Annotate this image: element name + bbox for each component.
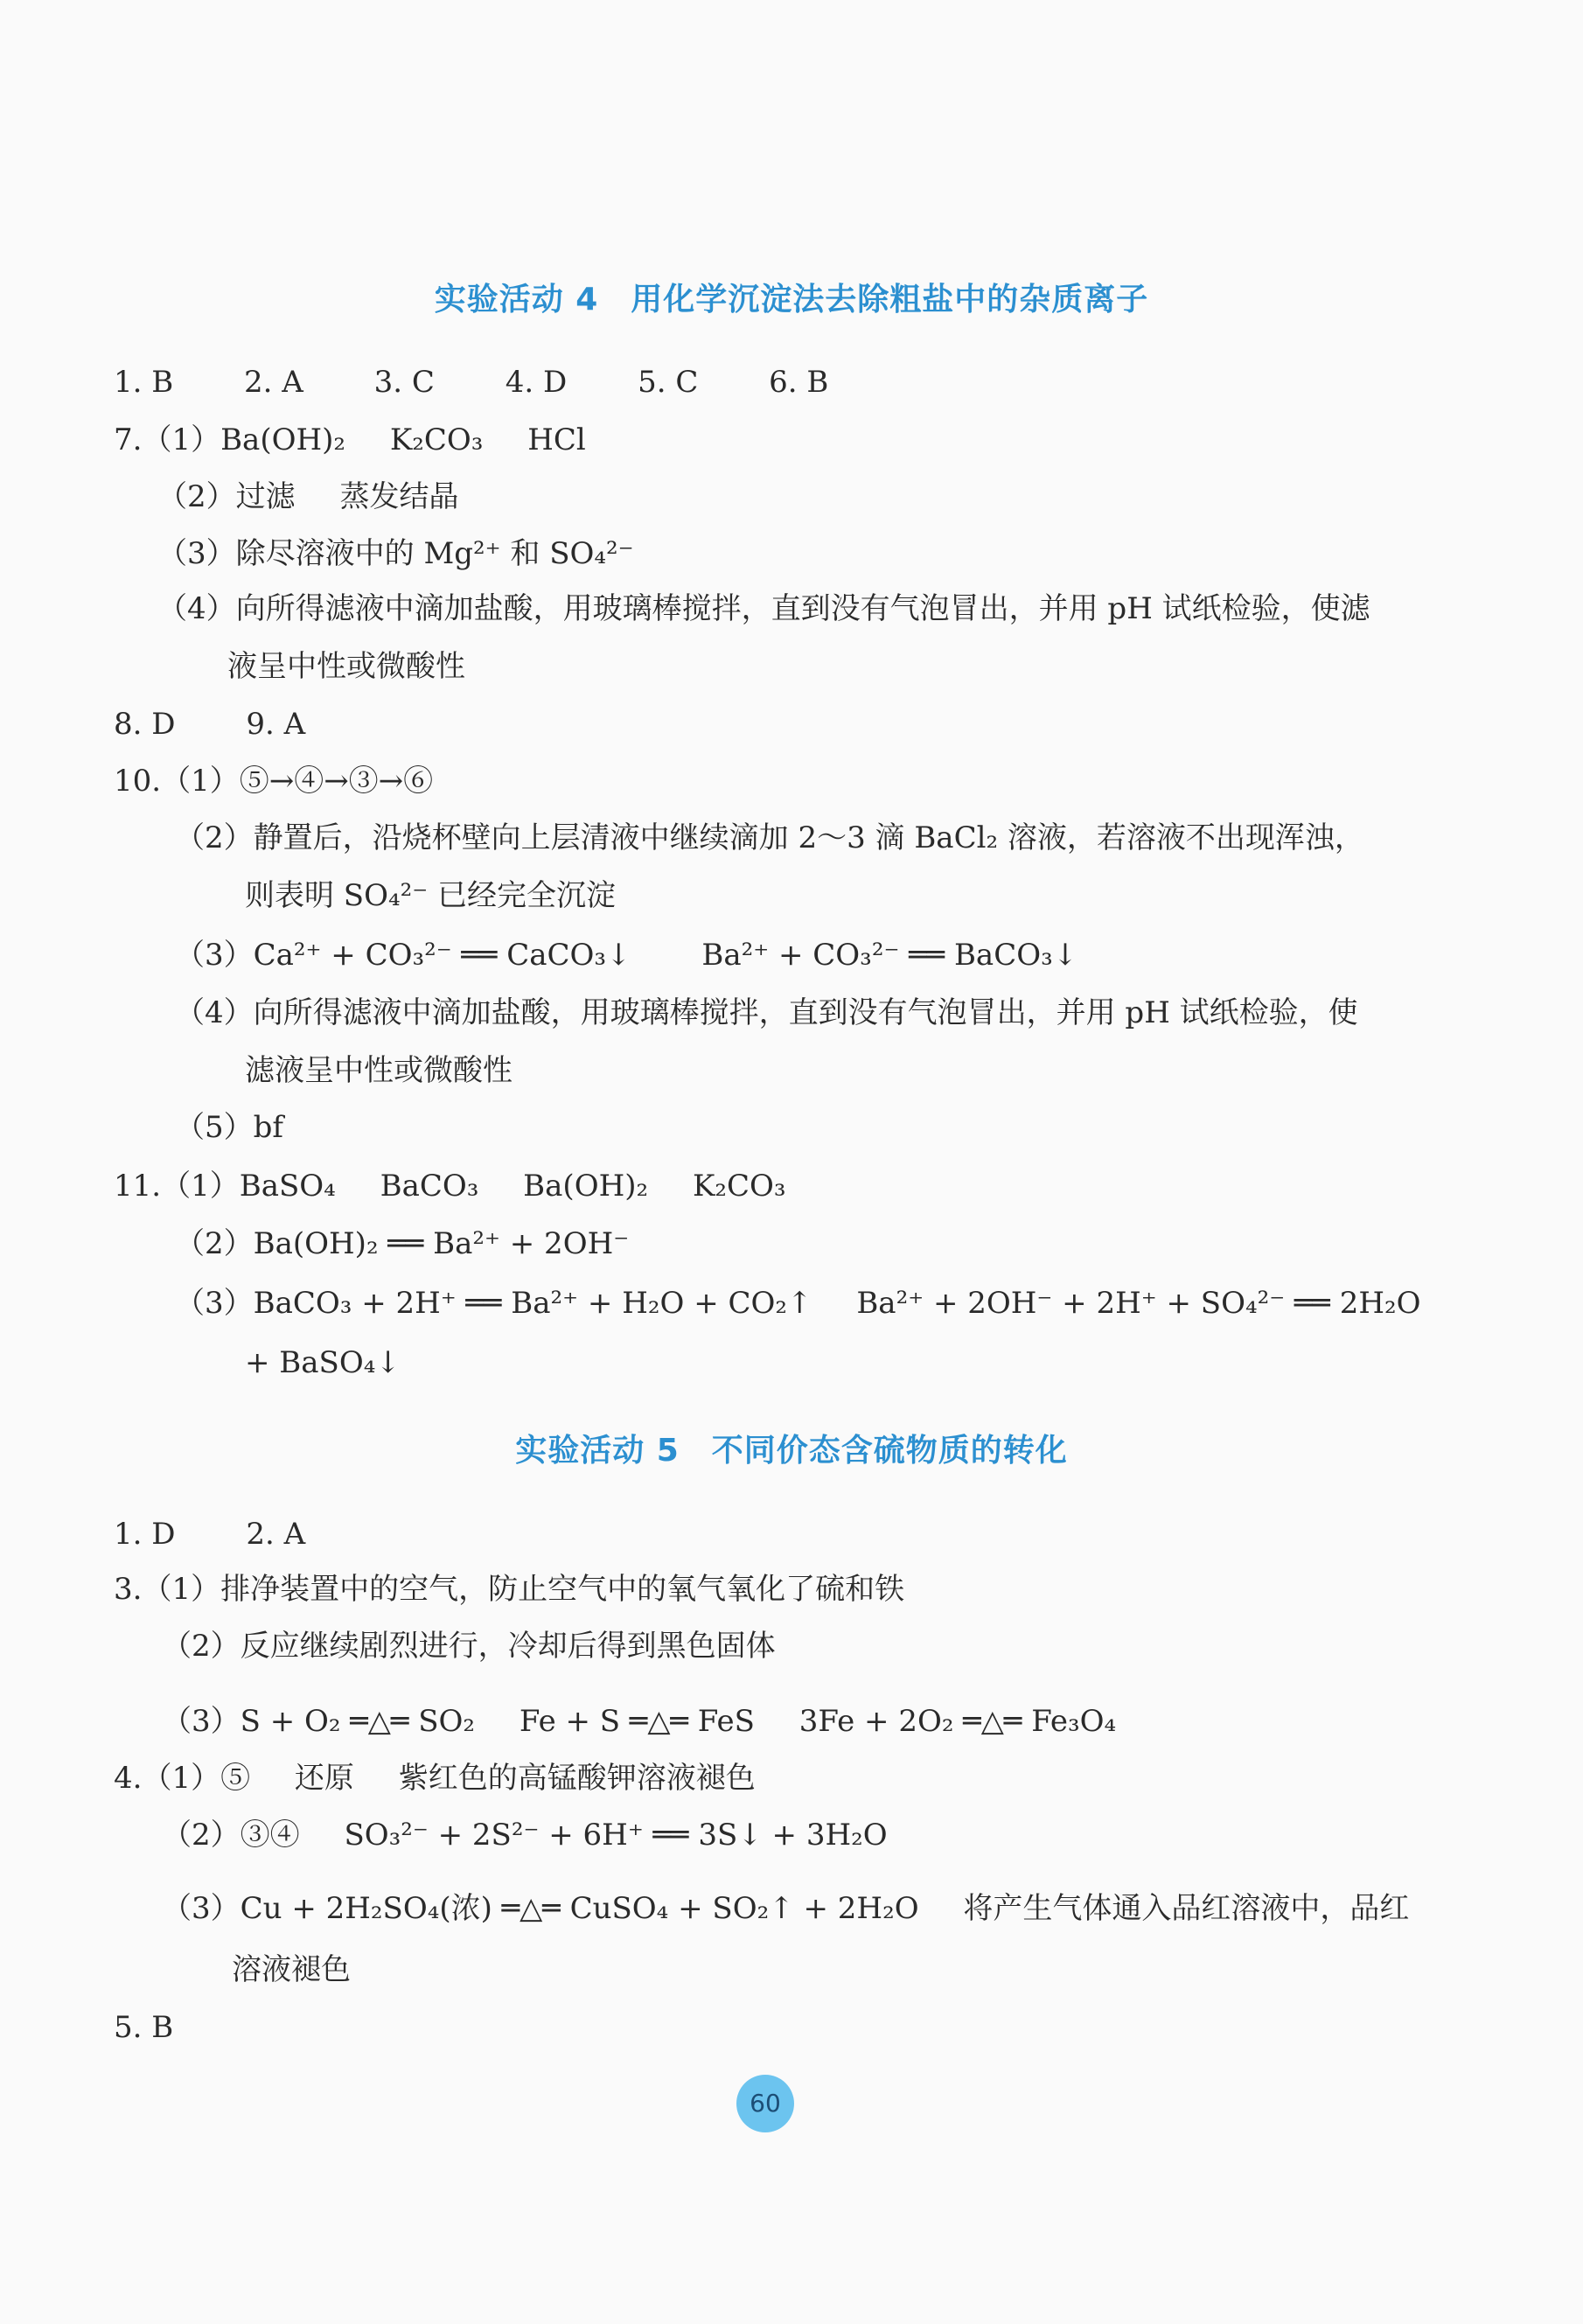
answer-item: SO₃²⁻ + 2S²⁻ + 6H⁺ ══ 3S↓ + 3H₂O <box>344 1818 888 1853</box>
answer-line <box>157 591 1370 626</box>
answer-item: 液呈中性或微酸性 <box>227 649 465 684</box>
answer-item: 7.（1）Ba(OH)₂ <box>114 422 346 457</box>
answer-item: 9. A <box>246 707 306 742</box>
answer-item: 紫红色的高锰酸钾溶液褪色 <box>398 1761 756 1796</box>
answer-line <box>157 479 458 514</box>
answer-item: 3. C <box>373 365 435 400</box>
answer-item: 5. C <box>638 365 699 400</box>
answer-item: 还原 <box>294 1761 354 1796</box>
answer-item: 蒸发结晶 <box>339 479 459 514</box>
answer-item: 3Fe + 2O₂ ═△═ Fe₃O₄ <box>798 1704 1117 1739</box>
answer-item: Ba²⁺ + CO₃²⁻ ══ BaCO₃↓ <box>701 938 1078 973</box>
answer-line <box>162 1891 1409 1926</box>
section-5-title: 实验活动 5 不同价态含硫物质的转化 <box>515 1433 1068 1469</box>
answer-item: 则表明 SO₄²⁻ 已经完全沉淀 <box>245 878 616 913</box>
answer-line <box>114 1169 786 1204</box>
answer-item: 5. B <box>114 2010 174 2045</box>
answer-item: 将产生气体通入品红溶液中，品红 <box>963 1891 1410 1926</box>
answer-item: （2）静置后，沿烧杯壁向上层清液中继续滴加 2～3 滴 BaCl₂ 溶液，若溶液不出现浑浊， <box>175 820 1364 855</box>
answer-item: BaCO₃ <box>380 1169 479 1204</box>
answer-item: （2）过滤 <box>157 479 296 514</box>
answer-line <box>175 1110 283 1145</box>
page-number: 60 <box>736 2075 794 2132</box>
answer-item: 溶液褪色 <box>232 1952 351 1987</box>
answer-item: K₂CO₃ <box>389 422 484 457</box>
answer-item: HCl <box>527 422 586 457</box>
answer-item: （2）Ba(OH)₂ ══ Ba²⁺ + 2OH⁻ <box>175 1226 630 1261</box>
answer-item: K₂CO₃ <box>692 1169 786 1204</box>
answer-line <box>162 1818 888 1853</box>
answer-line <box>114 764 433 799</box>
answer-line <box>175 938 1077 973</box>
answer-line <box>157 536 634 571</box>
answer-line <box>114 1761 756 1796</box>
answer-item: （3）Cu + 2H₂SO₄(浓) ═△═ CuSO₄ + SO₂↑ + 2H₂O <box>162 1891 919 1926</box>
answer-line <box>175 820 1364 855</box>
answer-item: （2）反应继续剧烈进行，冷却后得到黑色固体 <box>162 1629 776 1664</box>
answer-line <box>162 1704 1116 1739</box>
answer-item: 1. D <box>114 1517 176 1552</box>
answer-item: （4）向所得滤液中滴加盐酸，用玻璃棒搅拌，直到没有气泡冒出，并用 pH 试纸检验，使 <box>175 995 1358 1030</box>
answer-item: 11.（1）BaSO₄ <box>114 1169 336 1204</box>
answer-item: 滤液呈中性或微酸性 <box>245 1053 513 1088</box>
answer-item: 2. A <box>244 365 303 400</box>
answer-item: 2. A <box>246 1517 306 1552</box>
answer-line <box>114 422 586 457</box>
answer-line <box>175 1226 629 1261</box>
answer-item: （3）S + O₂ ═△═ SO₂ <box>162 1704 476 1739</box>
answer-line <box>227 649 465 684</box>
answer-item: Ba²⁺ + 2OH⁻ + 2H⁺ + SO₄²⁻ ══ 2H₂O <box>856 1286 1421 1321</box>
answer-item: （3）Ca²⁺ + CO₃²⁻ ══ CaCO₃↓ <box>175 938 631 973</box>
section-4-title: 实验活动 4 用化学沉淀法去除粗盐中的杂质离子 <box>434 282 1149 318</box>
answer-line <box>162 1629 776 1664</box>
answer-item: 6. B <box>769 365 829 400</box>
answer-item: （2）③④ <box>162 1818 300 1853</box>
answer-item: 4. D <box>505 365 568 400</box>
answer-item: + BaSO₄↓ <box>245 1345 401 1380</box>
answer-item: 4.（1）⑤ <box>114 1761 251 1796</box>
answer-item: （5）bf <box>175 1110 283 1145</box>
answer-line <box>245 1053 513 1088</box>
answer-line <box>114 1572 904 1607</box>
answer-line <box>245 878 616 913</box>
answer-item: Fe + S ═△═ FeS <box>519 1704 755 1739</box>
answer-item: （3）除尽溶液中的 Mg²⁺ 和 SO₄²⁻ <box>157 536 634 571</box>
answer-line <box>114 1517 305 1552</box>
answer-item: （3）BaCO₃ + 2H⁺ ══ Ba²⁺ + H₂O + CO₂↑ <box>175 1286 812 1321</box>
answer-item: 3.（1）排净装置中的空气，防止空气中的氧气氧化了硫和铁 <box>114 1572 905 1607</box>
answer-line <box>175 1286 1421 1321</box>
answer-line <box>232 1952 351 1987</box>
answer-item: （4）向所得滤液中滴加盐酸，用玻璃棒搅拌，直到没有气泡冒出，并用 pH 试纸检验，使滤 <box>157 591 1370 626</box>
answer-item: 8. D <box>114 707 176 742</box>
answer-item: 10.（1）⑤→④→③→⑥ <box>114 764 434 799</box>
answer-item: Ba(OH)₂ <box>523 1169 649 1204</box>
answer-line <box>245 1345 401 1380</box>
answer-line <box>114 707 305 742</box>
answer-item: 1. B <box>114 365 174 400</box>
answer-line <box>114 365 828 400</box>
answer-line <box>175 995 1358 1030</box>
answer-line <box>114 2010 173 2045</box>
